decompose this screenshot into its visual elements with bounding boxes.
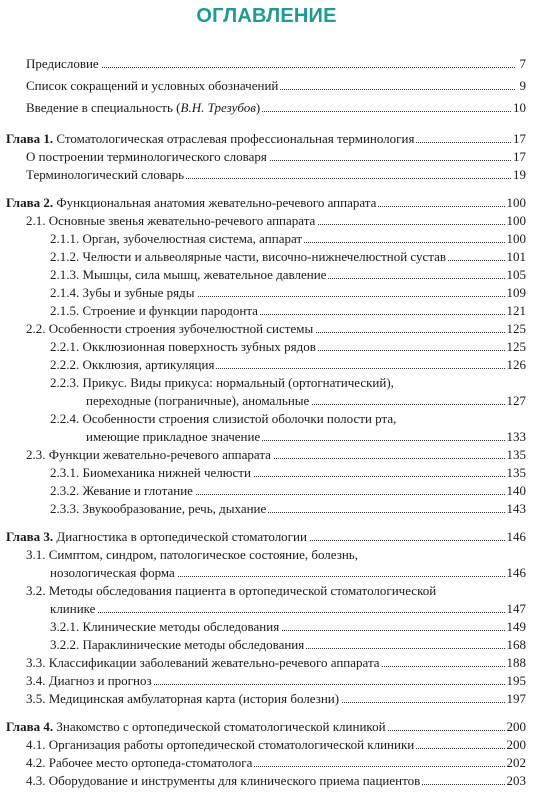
page-number: 9 bbox=[519, 78, 526, 93]
toc-entry-text: 2.2.4. Особенности строения слизистой оболочки полости рта, bbox=[50, 411, 397, 426]
page-number: 149 bbox=[506, 619, 526, 634]
chapter-label: Глава 1. bbox=[6, 131, 54, 146]
page-number: 195 bbox=[506, 673, 526, 688]
page-number: 17 bbox=[513, 131, 526, 146]
page-number: 17 bbox=[513, 149, 526, 164]
page-number: 146 bbox=[506, 565, 526, 580]
author-name: В.Н. Трезубов bbox=[180, 100, 256, 115]
toc-entry[interactable] bbox=[0, 320, 533, 338]
page-number: 200 bbox=[506, 737, 526, 752]
page-number: 203 bbox=[506, 773, 526, 788]
toc-entry[interactable] bbox=[0, 564, 533, 582]
toc-entry-title bbox=[50, 302, 260, 320]
page-number: 197 bbox=[506, 691, 526, 706]
toc-entry-text: Стоматологическая отраслевая профессиональная терминология bbox=[53, 131, 415, 146]
toc-entry-title bbox=[50, 374, 396, 392]
toc-entry-title bbox=[50, 500, 268, 518]
page-number: 188 bbox=[506, 655, 526, 670]
page-number: 125 bbox=[506, 321, 526, 336]
toc-entry-title bbox=[6, 130, 416, 148]
toc-entry-title bbox=[50, 284, 197, 302]
toc-entry-title bbox=[26, 736, 416, 754]
toc-entry[interactable] bbox=[0, 194, 533, 212]
toc-entry[interactable] bbox=[0, 600, 533, 618]
toc-entry-text: 2.2.2. Окклюзия, артикуляция bbox=[50, 357, 215, 372]
toc-entry-text: 3.2.2. Параклинические методы обследования bbox=[50, 637, 305, 652]
toc-entry-title bbox=[86, 392, 311, 410]
page-number: 147 bbox=[506, 601, 526, 616]
toc-entry-text-end: ) bbox=[255, 100, 261, 115]
toc-entry[interactable] bbox=[0, 736, 533, 754]
toc-entry[interactable] bbox=[0, 690, 533, 708]
toc-entry[interactable] bbox=[0, 130, 533, 148]
page-number: 121 bbox=[506, 303, 526, 318]
toc-entry-title bbox=[50, 338, 318, 356]
toc-entry-title bbox=[26, 166, 186, 184]
page-number: 127 bbox=[506, 393, 526, 408]
toc-entry-title bbox=[26, 546, 360, 564]
toc-entry[interactable] bbox=[0, 77, 533, 95]
toc-entry-title bbox=[50, 564, 177, 582]
page-number: 168 bbox=[506, 637, 526, 652]
page-number: 202 bbox=[506, 755, 526, 770]
toc-entry-text: 2.1.5. Строение и функции пародонта bbox=[50, 303, 258, 318]
toc-entry-text: 3.5. Медицинская амбулаторная карта (история болезни) bbox=[26, 691, 340, 706]
toc-entry-text: 2.2.1. Окклюзионная поверхность зубных рядов bbox=[50, 339, 316, 354]
toc-entry[interactable] bbox=[0, 446, 533, 464]
toc-entry-text: О построении терминологического словаря bbox=[26, 149, 267, 164]
toc-entry-text: Функциональная анатомия жевательно-речевого аппарата bbox=[53, 195, 377, 210]
page-number: 133 bbox=[506, 429, 526, 444]
toc-entry[interactable] bbox=[0, 718, 533, 736]
toc-entry-text: 3.1. Симптом, синдром, патологическое состояние, болезнь, bbox=[26, 547, 358, 562]
toc-entry-title bbox=[26, 690, 341, 708]
toc-entry[interactable] bbox=[0, 374, 533, 392]
page-number: 100 bbox=[506, 231, 526, 246]
toc-entry-text: Знакомство с ортопедической стоматологической клиникой bbox=[53, 719, 386, 734]
toc-entry-title bbox=[50, 410, 398, 428]
page-number: 7 bbox=[519, 56, 526, 71]
toc-entry-title bbox=[26, 77, 280, 95]
toc-entry[interactable] bbox=[0, 754, 533, 772]
toc-entry[interactable] bbox=[0, 546, 533, 564]
page-number: 146 bbox=[506, 529, 526, 544]
toc-entry-text: 2.2.3. Прикус. Виды прикуса: нормальный (ортогнатический), bbox=[50, 375, 394, 390]
toc-entry[interactable] bbox=[0, 672, 533, 690]
toc-entry-text: 3.3. Классификации заболеваний жевательно-речевого аппарата bbox=[26, 655, 380, 670]
page-number: 105 bbox=[506, 267, 526, 282]
toc-entry-title bbox=[26, 212, 317, 230]
toc-entry-text: Введение в специальность ( bbox=[26, 100, 181, 115]
toc-entry[interactable] bbox=[0, 428, 533, 446]
toc-entry-title bbox=[50, 618, 281, 636]
toc-entry-text: 2.3.1. Биомеханика нижней челюсти bbox=[50, 465, 251, 480]
toc-entry-title bbox=[26, 654, 382, 672]
page-number: 109 bbox=[506, 285, 526, 300]
page-number: 200 bbox=[506, 719, 526, 734]
toc-entry-text: 2.3. Функции жевательно-речевого аппарата bbox=[26, 447, 271, 462]
toc-entry-title bbox=[26, 320, 315, 338]
toc-entry[interactable] bbox=[0, 582, 533, 600]
toc-entry[interactable] bbox=[0, 618, 533, 636]
chapter-label: Глава 2. bbox=[6, 195, 54, 210]
toc-entry-title bbox=[26, 582, 438, 600]
toc-entry-text: переходные (пограничные), аномальные bbox=[86, 393, 310, 408]
toc-entry-title bbox=[86, 428, 262, 446]
toc-entry-text: 4.1. Организация работы ортопедической стоматологической клиники bbox=[26, 737, 415, 752]
toc-entry[interactable] bbox=[0, 55, 533, 73]
toc-entry-text: 2.1.4. Зубы и зубные ряды bbox=[50, 285, 195, 300]
toc-entry[interactable] bbox=[0, 230, 533, 248]
toc-entry-text: 2.3.2. Жевание и глотание bbox=[50, 483, 193, 498]
page-number: 135 bbox=[506, 447, 526, 462]
toc-entry[interactable] bbox=[0, 99, 533, 117]
toc-entry[interactable] bbox=[0, 654, 533, 672]
toc-entry-title bbox=[6, 528, 309, 546]
toc-entry[interactable] bbox=[0, 266, 533, 284]
toc-entry-text: Диагностика в ортопедической стоматологии bbox=[53, 529, 307, 544]
toc-entry-title bbox=[50, 464, 253, 482]
toc-entry-title bbox=[26, 754, 254, 772]
toc-entry-title bbox=[26, 446, 273, 464]
page-number: 10 bbox=[513, 100, 526, 115]
toc-entry[interactable] bbox=[0, 284, 533, 302]
toc-entry-title bbox=[26, 772, 422, 790]
toc-entry-title bbox=[6, 194, 378, 212]
toc-entry-title bbox=[26, 99, 262, 117]
toc-entry[interactable] bbox=[0, 772, 533, 790]
toc-entry-title bbox=[50, 266, 328, 284]
toc-entry-text: 4.3. Оборудование и инструменты для клинического приема пациентов bbox=[26, 773, 421, 788]
toc-entry[interactable] bbox=[0, 356, 533, 374]
toc-entry[interactable] bbox=[0, 338, 533, 356]
toc-entry-text: 3.4. Диагноз и прогноз bbox=[26, 673, 152, 688]
toc-entry-text: нозологическая форма bbox=[50, 565, 175, 580]
toc-entry-text: Терминологический словарь bbox=[26, 167, 185, 182]
toc-entry-title bbox=[50, 482, 195, 500]
toc-entry[interactable] bbox=[0, 166, 533, 184]
page-number: 135 bbox=[506, 465, 526, 480]
toc-entry-text: 2.3.3. Звукообразование, речь, дыхание bbox=[50, 501, 267, 516]
page-title: ОГЛАВЛЕНИЕ bbox=[196, 5, 337, 27]
chapter-label: Глава 3. bbox=[6, 529, 54, 544]
toc-entry-title bbox=[50, 230, 304, 248]
toc-entry-text: клинике bbox=[50, 601, 96, 616]
page-number: 101 bbox=[506, 249, 526, 264]
toc-entry-text: 4.2. Рабочее место ортопеда-стоматолога bbox=[26, 755, 253, 770]
chapter-label: Глава 4. bbox=[6, 719, 54, 734]
toc-entry-text: имеющие прикладное значение bbox=[86, 429, 261, 444]
toc-entry[interactable] bbox=[0, 302, 533, 320]
page-number: 140 bbox=[506, 483, 526, 498]
toc-entry-title bbox=[6, 718, 388, 736]
dot-leader bbox=[54, 600, 515, 613]
toc-entry-title bbox=[26, 672, 154, 690]
toc-entry-text: Предисловие bbox=[26, 56, 99, 71]
toc-entry[interactable] bbox=[0, 636, 533, 654]
toc-entry-text: Список сокращений и условных обозначений bbox=[26, 78, 279, 93]
toc-entry-text: 3.2. Методы обследования пациента в ортопедической стоматологической bbox=[26, 583, 437, 598]
toc-entry-title bbox=[26, 148, 269, 166]
toc-entry-text: 2.1.3. Мышцы, сила мышц, жевательное давление bbox=[50, 267, 327, 282]
toc-entry-title bbox=[50, 356, 216, 374]
toc-entry[interactable] bbox=[0, 248, 533, 266]
toc-entry-title bbox=[50, 636, 306, 654]
toc-entry-text: 2.2. Особенности строения зубочелюстной системы bbox=[26, 321, 314, 336]
toc-entry-text: 2.1. Основные звенья жевательно-речевого аппарата bbox=[26, 213, 316, 228]
toc-entry[interactable] bbox=[0, 464, 533, 482]
page-number: 19 bbox=[513, 167, 526, 182]
toc-entry[interactable] bbox=[0, 482, 533, 500]
toc-entry-text: 2.1.1. Орган, зубочелюстная система, аппарат bbox=[50, 231, 303, 246]
toc-entry-title bbox=[50, 600, 97, 618]
dot-leader bbox=[30, 55, 515, 68]
toc-entry-text: 3.2.1. Клинические методы обследования bbox=[50, 619, 280, 634]
toc-entry-text: 2.1.2. Челюсти и альвеолярные части, височно-нижнечелюстной сустав bbox=[50, 249, 447, 264]
toc-entry[interactable] bbox=[0, 410, 533, 428]
page-number: 143 bbox=[506, 501, 526, 516]
toc-entry[interactable] bbox=[0, 212, 533, 230]
toc-entry-title bbox=[50, 248, 448, 266]
page-number: 100 bbox=[506, 213, 526, 228]
toc-entry[interactable] bbox=[0, 528, 533, 546]
page-number: 125 bbox=[506, 339, 526, 354]
toc-entry[interactable] bbox=[0, 392, 533, 410]
toc-entry[interactable] bbox=[0, 500, 533, 518]
toc-entry-title bbox=[26, 55, 101, 73]
page-number: 100 bbox=[506, 195, 526, 210]
page-number: 126 bbox=[506, 357, 526, 372]
toc-entry[interactable] bbox=[0, 148, 533, 166]
